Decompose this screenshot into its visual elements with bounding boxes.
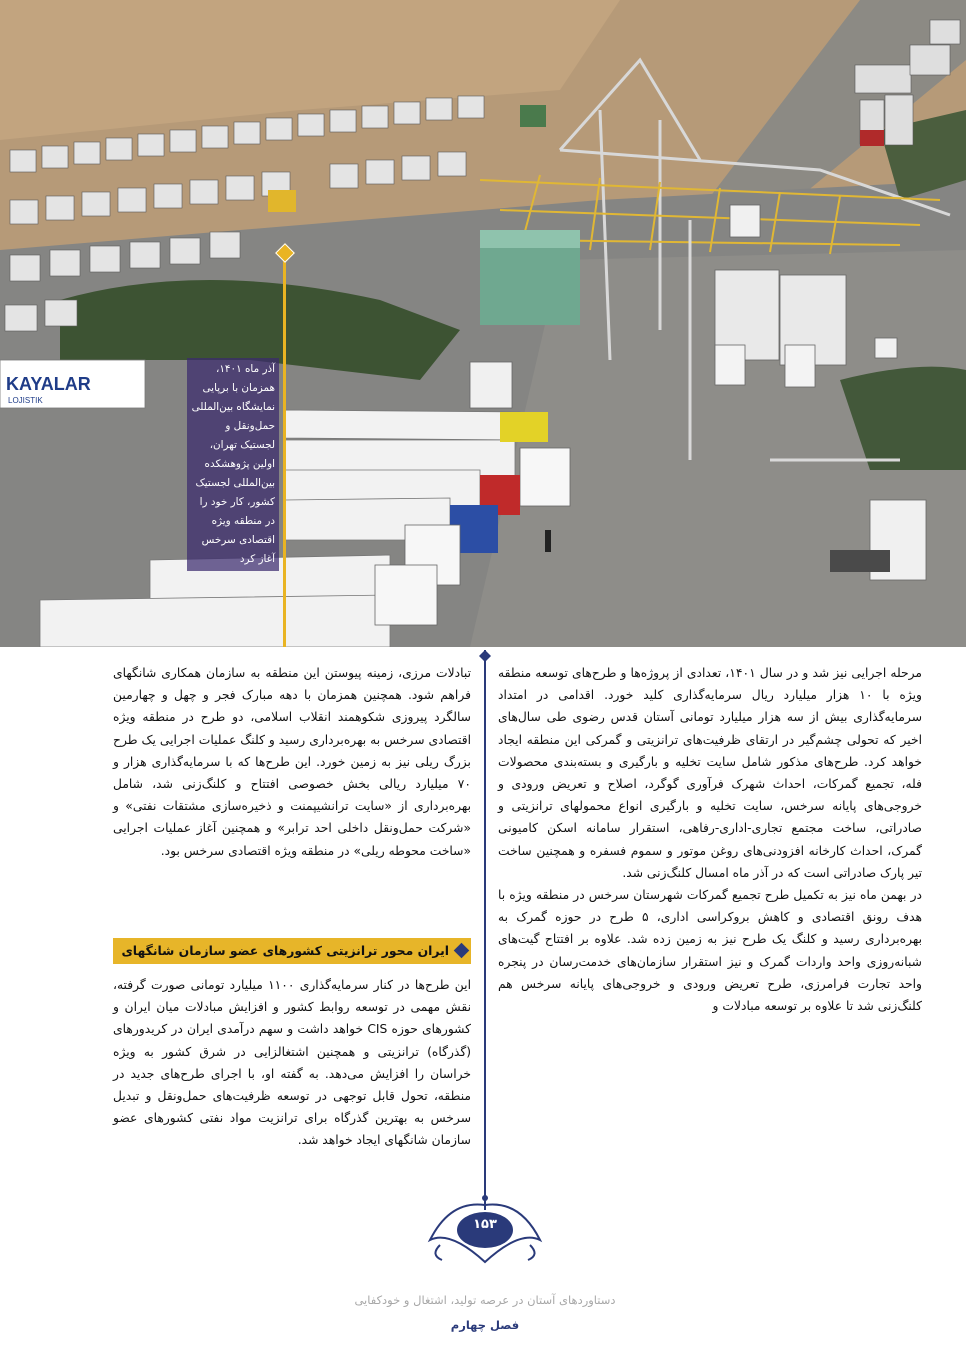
footer-chapter-label: فصل چهارم [450, 1318, 520, 1332]
section-subheading [113, 938, 471, 964]
truck-brand-text: KAYALAR [6, 374, 91, 394]
footer-book-title: دستاوردهای آستان در عرصه تولید، اشتغال و خودکفایی [354, 1293, 616, 1307]
divider-ornament-icon [479, 650, 491, 662]
hero-photo [0, 0, 966, 647]
right-paragraph-1: مرحله اجرایی نیز شد و در سال ۱۴۰۱، تعدادی از پروژه‌ها و طرح‌های توسعه منطقه ویژه با ۱۰ هزار میلیارد ریال سرمایه‌گذاری کلید خورد. اقدامی در امتداد سرمایه‌گذاری بیش از سه هزار میلیارد تومانی آستان قدس رضوی طی سال‌های اخیر که تحولی چشم‌گیر در ارتقای ظرفیت‌های ترانزیتی و گمرکی این منطقه ایجاد خواهد کرد. طرح‌های مذکور شامل سایت تخلیه و بارگیری و بسته‌بندی محصولات فله، تجمیع گمرکات، احداث شهرک فرآوری گوگرد، اصلاح و تعریض ورودی و خروجی‌های پایانه سرخس، سایت تخلیه و بارگیری انواع محمولهای ترانزیتی و صادراتی، ساخت مجتمع تجاری-اداری-رفاهی، استقرار سامانه اسکن کامیونی گمرک، احداث کارخانه افزودنی‌های روغن موتور و سموم فسفره و همچنین ساخت تیر پارک صادراتی است که در آذر ماه امسال کلنگ‌زنی شد. [498, 666, 922, 880]
caption-accent-line [283, 248, 286, 647]
photo-caption: آذر ماه ۱۴۰۱، همزمان با برپایی نمایشگاه بین‌المللی حمل‌ونقل و لجستیک تهران، اولین پژوهشکده بین‌المللی لجستیک کشور، کار خود را در منطقه ویژه اقتصادی سرخس آغاز کرد [187, 358, 279, 571]
column-divider [484, 650, 486, 1210]
right-text-column [498, 662, 922, 1017]
left-intro-paragraph: تبادلات مرزی، زمینه پیوستن این منطقه به سازمان همکاری شانگهای فراهم شود. همچنین همزمان با دهه مبارک فجر و چهل و چهارمین سالگرد پیروزی شکوهمند انقلاب اسلامی، دو طرح در منطقه ویژه اقتصادی سرخس به بهره‌برداری رسید و کلنگ عملیات اجرایی یک طرح بزرگ ریلی نیز به زمین خورد. این طرح‌ها که با سرمایه‌گذاری هزار و ۷۰ میلیارد ریالی بخش خصوصی افتتاح و کلنگ‌زنی شد، شامل بهره‌برداری از «سایت ترانشیپمنت و ذخیره‌سازی مشتقات نفتی» و «شرکت حمل‌ونقل داخلی احد ترابر» و همچنین آغاز عملیات اجرایی «ساخت محوطه ریلی» در منطقه ویژه اقتصادی سرخس بود. [113, 666, 471, 858]
left-text-column-top [113, 662, 471, 932]
truck-terminal-illustration [0, 0, 966, 647]
right-paragraph-2: در بهمن ماه نیز به تکمیل طرح تجمیع گمرکات شهرستان سرخس در منطقه ویژه با هدف رونق اقتصادی و کاهش بروکراسی اداری، ۵ طرح در حوزه گمرک به بهره‌برداری رسید و کلنگ یک طرح نیز به زمین زده شد. علاوه بر افتتاح گیت‌های شبانه‌روزی واحد واردات گمرک و نیز استقرار سازمان‌های خدمت‌رسان در پنجره واحد تجارت فرامرزی، طرح تعریض ورودی و خروجی‌های پایانه سرخس هم کلنگ‌زنی شد تا علاوه بر توسعه مبادلات و [498, 888, 923, 1014]
left-text-column-bottom [113, 974, 471, 1152]
subheading-bullet-icon [454, 943, 470, 959]
truck-brand-subtext: LOJISTIK [8, 396, 43, 405]
subheading-text: ایران محور ترانزیتی کشورهای عضو سازمان شانگهای [121, 943, 449, 958]
page-number: ۱۵۳ [473, 1217, 497, 1232]
left-body-paragraph: این طرح‌ها در کنار سرمایه‌گذاری ۱۱۰۰ میلیارد تومانی صورت گرفته، نقش مهمی در توسعه روابط کشور و افزایش مبادلات میان ایران و کشورهای حوزه CIS خواهد داشت و سهم درآمدی ایران در کریدورهای (گذرگاه) ترانزیتی و همچنین اشتغالزایی در شرق کشور به ویژه خراسان را افزایش می‌دهد. به گفته او، با اجرای طرح‌های جدید در منطقه، تحول قابل توجهی در توسعه ظرفیت‌های حمل‌ونقل و تبدیل سرخس به بهترین گذرگاه برای ترانزیت مواد نفتی کشورهای عضو سازمان شانگهای ایجاد خواهد شد. [113, 978, 471, 1148]
